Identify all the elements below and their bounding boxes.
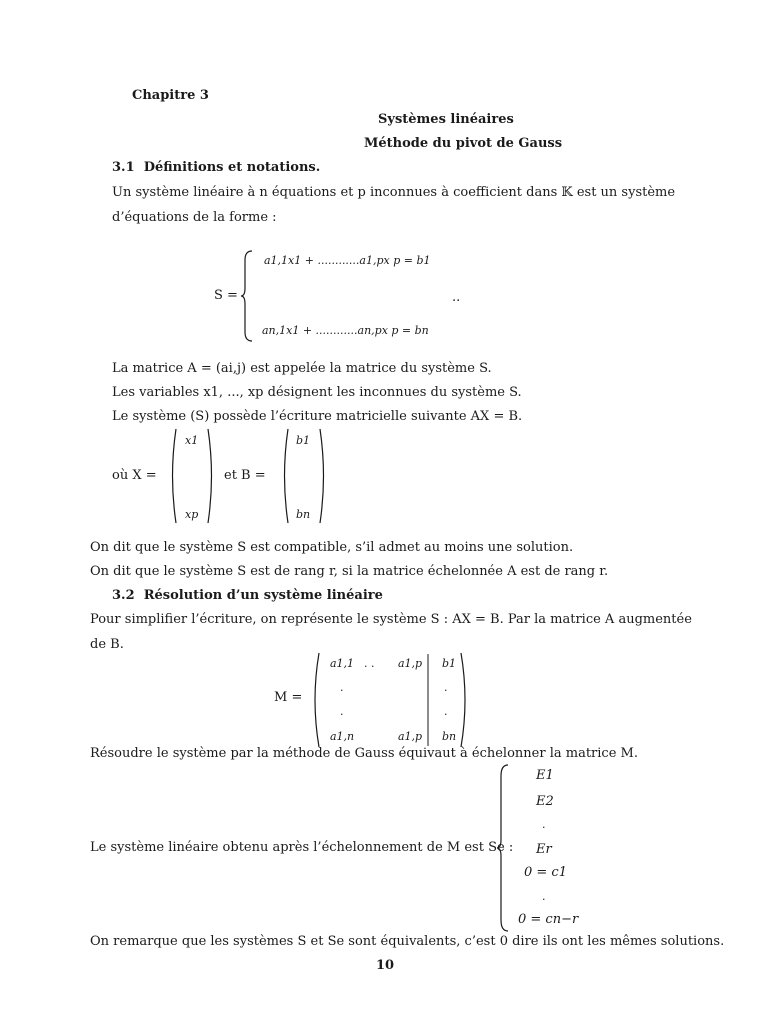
chapter-label: Chapitre 3: [132, 88, 209, 103]
echelon-dot: .: [542, 818, 546, 831]
intro-line-1: Un système linéaire à n équations et p inconnues à coefficient dans 𝕂 est un système: [112, 185, 676, 200]
matrix-m-a1p-top: a1,p: [398, 657, 423, 670]
echelon-c1: 0 = c1: [524, 865, 567, 880]
echelon-intro: Le système linéaire obtenu après l’échelonnement de M est Se :: [90, 840, 514, 855]
echelon-dot: .: [542, 890, 546, 903]
augmented-intro-1: Pour simplifier l’écriture, on représente le système S : AX = B. Par la matrice A augmentée: [90, 612, 692, 627]
vector-x-lhs: où X =: [112, 468, 157, 483]
echelon-brace: [496, 764, 510, 932]
matrix-m-dots: . .: [364, 657, 375, 670]
matrix-m-dot: .: [340, 705, 344, 718]
system-brace: [240, 250, 254, 342]
rank-definition: On dit que le système S est de rang r, si la matrice échelonnée A est de rang r.: [90, 564, 609, 579]
section-number: 3.1: [112, 160, 135, 175]
vector-x-first: x1: [185, 434, 199, 447]
section-heading-3-2: [112, 588, 383, 603]
variables-definition: Les variables x1, ..., xp désignent les inconnues du système S.: [112, 385, 522, 400]
matrix-m-a1p-bot: a1,p: [398, 730, 423, 743]
matrix-definition: La matrice A = (ai,j) est appelée la matrice du système S.: [112, 361, 492, 376]
section-number: 3.2: [112, 588, 135, 603]
matrix-m-a11: a1,1: [330, 657, 355, 670]
vector-b-last: bn: [296, 508, 311, 521]
echelon-e1: E1: [536, 768, 554, 783]
matrix-m-lhs: M =: [274, 690, 303, 705]
vector-x-last: xp: [185, 508, 199, 521]
matrix-m-dot: .: [444, 681, 448, 694]
section-title: Définitions et notations.: [143, 160, 321, 175]
augmented-intro-2: de B.: [90, 637, 124, 652]
vector-b-lhs: et B =: [224, 468, 266, 483]
gauss-statement: Résoudre le système par la méthode de Gauss équivaut à échelonner la matrice M.: [90, 746, 638, 761]
chapter-title: Systèmes linéaires: [378, 112, 514, 127]
matrix-m-bn: bn: [442, 730, 457, 743]
system-row-n: an,1x1 + ............an,px p = bn: [262, 324, 429, 337]
matrix-m-a1n: a1,n: [330, 730, 355, 743]
system-dots: ..: [452, 290, 461, 305]
echelon-e2: E2: [536, 794, 554, 809]
chapter-subtitle: Méthode du pivot de Gauss: [364, 136, 563, 151]
intro-line-2: d’équations de la forme :: [112, 210, 277, 225]
section-heading-3-1: [112, 160, 320, 175]
echelon-cnr: 0 = cn−r: [518, 912, 579, 927]
matrix-m-dot: .: [340, 681, 344, 694]
echelon-er: Er: [536, 842, 552, 857]
matrix-form: Le système (S) possède l’écriture matricielle suivante AX = B.: [112, 409, 523, 424]
equivalence-remark: On remarque que les systèmes S et Se sont équivalents, c’est 0 dire ils ont les mêmes solutions.: [90, 934, 725, 949]
vector-b-first: b1: [296, 434, 311, 447]
matrix-m-dot: .: [444, 705, 448, 718]
compatible-definition: On dit que le système S est compatible, s’il admet au moins une solution.: [90, 540, 574, 555]
section-title: Résolution d’un système linéaire: [143, 588, 383, 603]
matrix-m-b1: b1: [442, 657, 457, 670]
page-number: 10: [376, 958, 395, 973]
system-lhs: S =: [214, 288, 238, 303]
system-row-1: a1,1x1 + ............a1,px p = b1: [264, 254, 431, 267]
